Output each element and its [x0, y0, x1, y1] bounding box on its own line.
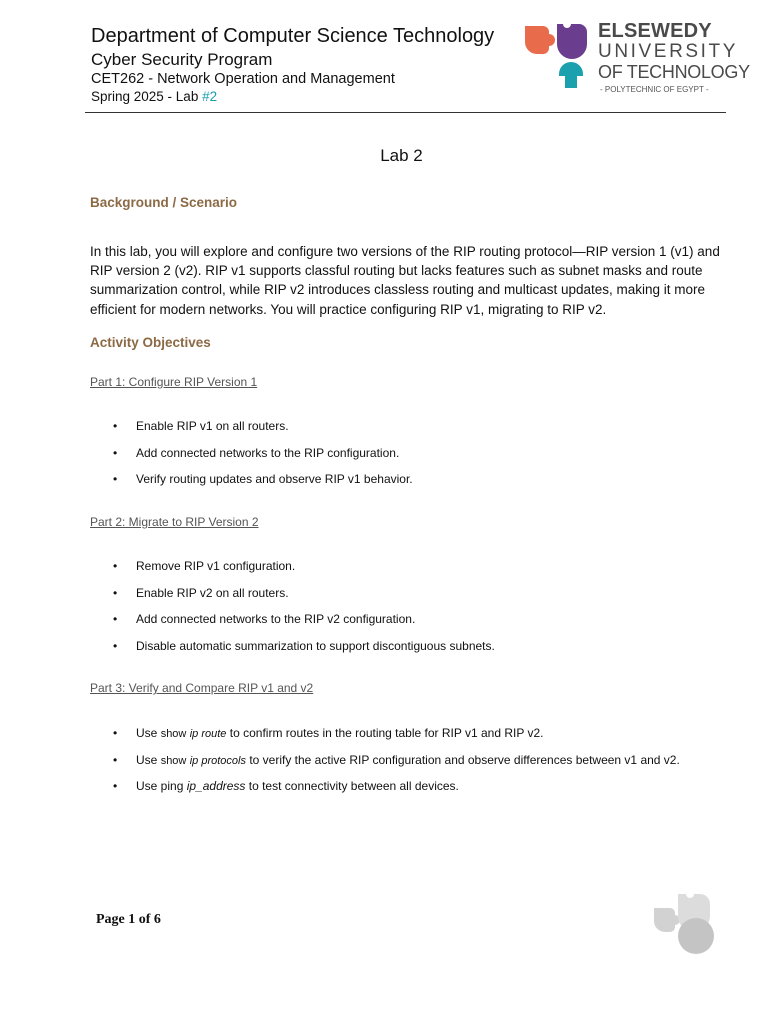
- footer-logo-watermark-icon: [650, 886, 720, 956]
- background-paragraph: In this lab, you will explore and configure two versions of the RIP routing protocol—RIP version 1 (v1) and RIP version 2 (v2). RIP v1 supports classful routing but lacks features such as subnet masks and route summarization control, while RIP v2 introduces classless routing and multicast updates, making it more efficient for modern networks. You will practice configuring RIP v1, migrating to RIP v2.: [90, 244, 720, 317]
- command-argument: ip_address: [186, 779, 246, 793]
- background-heading: Background / Scenario: [90, 195, 238, 210]
- command-argument: ip protocols: [189, 754, 246, 767]
- department-name: Department of Computer Science Technology: [91, 25, 495, 47]
- part1-title: Part 1: Configure RIP Version 1: [90, 375, 258, 389]
- course-title: CET262 - Network Operation and Management: [91, 71, 395, 87]
- command-argument: ip route: [189, 728, 227, 740]
- part3-list: [90, 725, 680, 805]
- lab-number: #2: [202, 89, 218, 104]
- item-pre: Use: [136, 752, 161, 767]
- list-item: • Disable automatic summarization to support discontiguous subnets.: [90, 638, 495, 665]
- page-title: Lab 2: [380, 146, 423, 165]
- list-item: • Enable RIP v1 on all routers.: [90, 418, 413, 445]
- term-prefix: Spring 2025 - Lab: [91, 89, 203, 104]
- header-divider: [85, 112, 726, 113]
- item-pre: Use: [136, 726, 161, 740]
- list-item: • Remove RIP v1 configuration.: [90, 558, 495, 585]
- page-number: Page 1 of 6: [96, 912, 161, 927]
- list-item: [90, 778, 680, 805]
- objectives-heading: Activity Objectives: [90, 335, 211, 350]
- list-item: [90, 725, 680, 752]
- item-post: to confirm routes in the routing table for RIP v1 and RIP v2.: [226, 726, 544, 740]
- logo-tagline: - POLYTECHNIC OF EGYPT -: [600, 85, 709, 94]
- list-item: • Verify routing updates and observe RIP v1 behavior.: [90, 471, 413, 498]
- logo-line-university: UNIVERSITY: [598, 41, 739, 62]
- logo-line-technology: OF TECHNOLOGY: [598, 62, 750, 82]
- university-logo-mark-icon: [523, 20, 595, 90]
- program-name: Cyber Security Program: [91, 50, 273, 69]
- term-label: [91, 89, 217, 104]
- list-item: • Add connected networks to the RIP configuration.: [90, 445, 413, 472]
- part3-title: Part 3: Verify and Compare RIP v1 and v2: [90, 681, 314, 695]
- item-pre: Use ping: [136, 779, 187, 793]
- logo-brand: ELSEWEDY: [598, 20, 712, 42]
- command-keyword: show: [160, 754, 187, 767]
- item-post: to verify the active RIP configuration and observe differences between v1 and v2.: [245, 752, 680, 767]
- list-item: • Enable RIP v2 on all routers.: [90, 585, 495, 612]
- part2-list: [90, 558, 495, 664]
- university-logo: [523, 20, 750, 98]
- list-item: [90, 752, 680, 779]
- part2-title: Part 2: Migrate to RIP Version 2: [90, 515, 259, 529]
- command-keyword: show: [160, 728, 187, 740]
- part1-list: [90, 418, 413, 498]
- item-post: to test connectivity between all devices.: [245, 779, 459, 793]
- list-item: • Add connected networks to the RIP v2 configuration.: [90, 611, 495, 638]
